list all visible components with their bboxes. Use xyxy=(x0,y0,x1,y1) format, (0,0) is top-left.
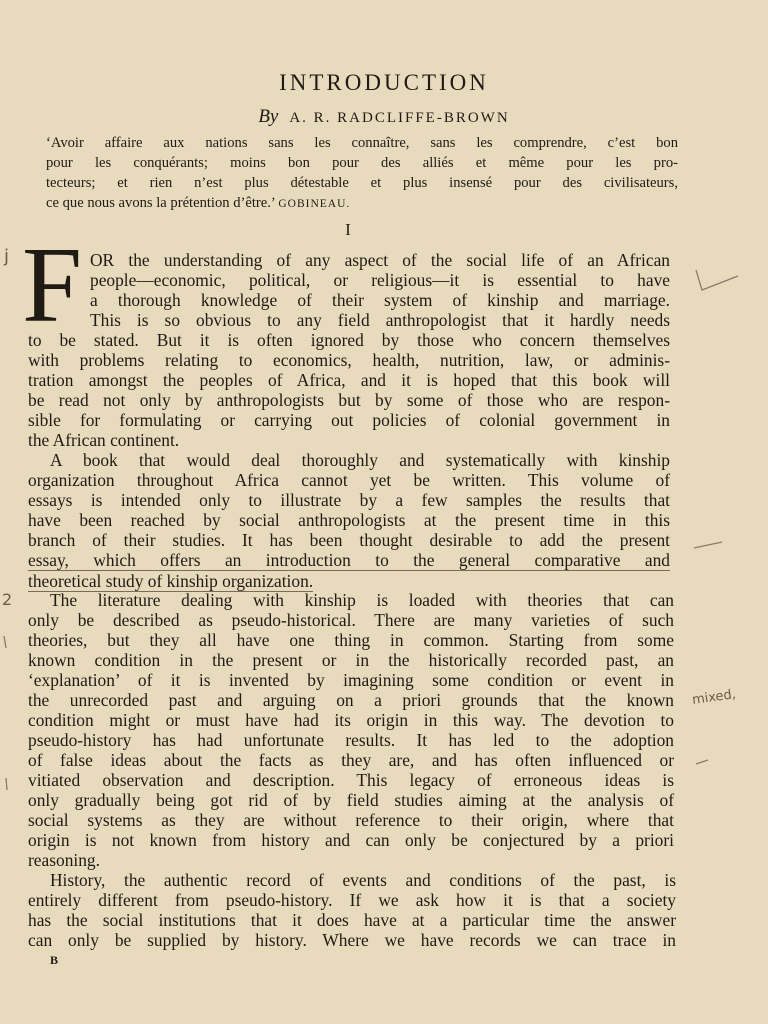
text-line: have been reached by social anthropologists at the present time in this xyxy=(28,510,670,530)
text-line: pseudo-history has had unfortunate results. It has led to the adoption xyxy=(28,730,674,750)
pencil-mark-5 xyxy=(6,778,7,790)
pencil-mark-4 xyxy=(4,636,6,648)
paragraph-3 xyxy=(28,590,674,870)
text-line: tration amongst the peoples of Africa, and it is hoped that this book will xyxy=(28,370,670,390)
margin-note-left-2: 2 xyxy=(2,590,13,609)
byline-by: By xyxy=(258,106,279,127)
signature-mark: B xyxy=(50,953,60,967)
drop-cap: F xyxy=(22,226,83,345)
text-line: entirely different from pseudo-history. If we ask how it is that a society xyxy=(28,890,676,910)
text-line: reasoning. xyxy=(28,850,100,870)
epigraph-last-line xyxy=(46,195,678,213)
paragraph-4 xyxy=(28,870,676,950)
pencil-mark-2 xyxy=(694,542,722,548)
text-line: OR the understanding of any aspect of the social life of an African xyxy=(90,250,670,270)
text-line: of false ideas about the facts as they are, and has often influenced or xyxy=(28,750,674,770)
text-line: the unrecorded past and arguing on a priori grounds that the known xyxy=(28,690,674,710)
text-line: people—economic, political, or religious—it is essential to have xyxy=(90,270,670,290)
paragraph-1-opening xyxy=(90,250,670,330)
text-line: known condition in the present or in the historically recorded past, an xyxy=(28,650,674,670)
text-line: History, the authentic record of events and conditions of the past, is xyxy=(50,870,676,890)
text-line: essays is intended only to illustrate by a few samples the results that xyxy=(28,490,670,510)
epigraph-line: tecteurs; et rien n’est plus détestable et plus insensé pour des civilisateurs, xyxy=(46,175,678,191)
text-line: essay, which offers an introduction to the general comparative and xyxy=(28,550,670,570)
text-line: has the social institutions that it does have at a particular time the answer xyxy=(28,910,676,930)
text-line xyxy=(28,571,670,591)
text-line: can only be supplied by history. Where we have records we can trace in xyxy=(28,930,676,950)
text-line: A book that would deal thoroughly and systematically with kinship xyxy=(50,450,670,470)
epigraph-line: ‘Avoir affaire aux nations sans les connaître, sans les comprendre, c’est bon xyxy=(46,135,678,151)
text-line: The literature dealing with kinship is loaded with theories that can xyxy=(50,590,674,610)
margin-note-left-1: j xyxy=(4,246,10,267)
text-line: only be described as pseudo-historical. There are many varieties of such xyxy=(28,610,674,630)
underlined-text: theoretical study of kinship organization. xyxy=(28,571,314,591)
byline-author: A. R. RADCLIFFE-BROWN xyxy=(289,110,510,126)
text-line: This is so obvious to any field anthropologist that it hardly needs xyxy=(90,310,670,330)
text-line: origin is not known from history and can only be conjectured by a priori xyxy=(28,830,674,850)
pencil-mark-3 xyxy=(696,760,708,764)
text-line: a thorough knowledge of their system of kinship and marriage. xyxy=(90,290,670,310)
paragraph-2 xyxy=(28,450,670,591)
pencil-mark-1 xyxy=(696,270,738,290)
text-line: sible for formulating or carrying out policies of colonial government in xyxy=(28,410,670,430)
chapter-title: INTRODUCTION xyxy=(279,70,489,95)
text-line: with problems relating to economics, health, nutrition, law, or adminis- xyxy=(28,350,670,370)
text-line: be read not only by anthropologists but by some of those who are respon- xyxy=(28,390,670,410)
paragraph-1 xyxy=(28,330,670,450)
text-line: ‘explanation’ of it is invented by imagining some condition or event in xyxy=(28,670,674,690)
epigraph-line: pour les conquérants; moins bon pour des alliés et même pour les pro- xyxy=(46,155,678,171)
text-line: vitiated observation and description. This legacy of erroneous ideas is xyxy=(28,770,674,790)
text-line: social systems as they are without reference to their origin, where that xyxy=(28,810,674,830)
text-line: theories, but they all have one thing in common. Starting from some xyxy=(28,630,674,650)
text-line: branch of their studies. It has been thought desirable to add the present xyxy=(28,530,670,550)
epigraph-attribution: GOBINEAU. xyxy=(278,198,351,210)
byline xyxy=(0,106,768,128)
epigraph xyxy=(46,135,678,213)
text-line: the African continent. xyxy=(28,430,180,450)
text-line: to be stated. But it is often ignored by those who concern themselves xyxy=(28,330,670,350)
text-line: only gradually being got rid of by field studies aiming at the analysis of xyxy=(28,790,674,810)
margin-note-right: mixed, xyxy=(691,687,737,708)
text-line: condition might or must have had its origin in this way. The devotion to xyxy=(28,710,674,730)
text-line: organization throughout Africa cannot yet be written. This volume of xyxy=(28,470,670,490)
section-number: I xyxy=(345,220,351,239)
epigraph-line: ce que nous avons la prétention d’être.’ xyxy=(46,195,275,211)
